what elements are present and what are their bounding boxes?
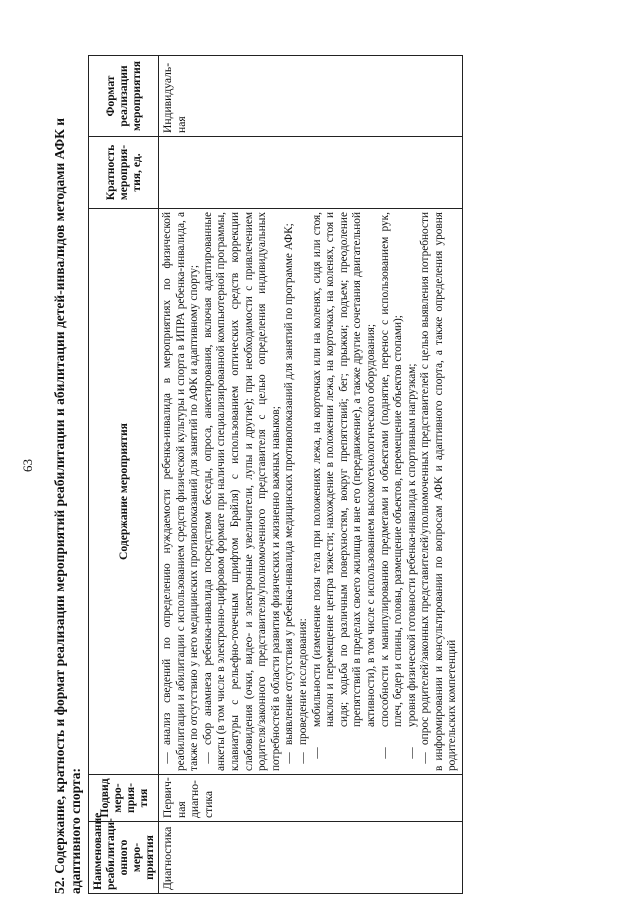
header-measure-multiplicity: Кратность мероприя-тия, ед. — [89, 137, 159, 209]
list-item-text: мобильности (изменение позы тела при положениях лежа, на корточках или на коленях, сидя или стоя, наклон и перемещение центра тяжести; нахождение в положении лежа, на корточках, на коленях, стоя и сидя; ходьба по различным поверхностям, вокруг препятствий; бег; прыжки; подъем; преодоление препятствий в пределах своего жилища и вне его (передвижение), а также другие сочетания двигательной активности), в том числе с использованием высокотехнологического оборудования; — [310, 212, 377, 727]
list-dash: — — [405, 747, 418, 759]
list-item — [379, 212, 406, 771]
list-item-text: проведение исследования: — [296, 618, 309, 745]
list-item-text: способности к манипулированию предметами и объектами (поднятие, перенос с использованием рук, плеч, бедер и спины, головы, размещение объектов, перемещение объектов стопами); — [378, 212, 405, 727]
cell-measure-format: Индивидуаль-ная — [159, 56, 463, 137]
list-dash: — — [283, 752, 296, 764]
section-heading: 52. Содержание, кратность и формат реализации мероприятий реабилитации и абилитации детей-инвалидов методами АФК и адаптивного спорта: — [52, 117, 83, 894]
list-item — [406, 212, 420, 771]
list-item — [283, 212, 297, 771]
cell-measure-name: Диагностика — [159, 822, 463, 894]
measures-table — [88, 55, 463, 894]
cell-measure-multiplicity — [159, 137, 463, 209]
page-number: 63 — [20, 459, 35, 472]
list-dash: — — [378, 747, 391, 759]
table-row — [159, 56, 463, 894]
table-header-row — [89, 56, 159, 894]
list-item — [297, 212, 311, 771]
list-item — [311, 212, 379, 771]
list-item-text: анализ сведений по определению нуждаемости ребенка-инвалида в мероприятиях по физической реабилитации и абилитации с использованием средств физической культуры и спорта в ИПРА ребенка-инвалида, а также по отсутствию у него медицинских противопоказаний для занятий по АФК и адаптивному спорту; — [161, 212, 201, 771]
list-dash: — — [201, 752, 214, 764]
list-dash: — — [419, 752, 432, 764]
list-item — [202, 212, 284, 771]
list-item-text: сбор анамнеза ребенка-инвалида посредством беседы, опроса, анкетирования, включая адаптированные анкеты (в том числе в электронно-цифровом формате при наличии специализированной компьютерной программы, клавиатуры с рельефно-точечным шрифтом Брайля) с использованием оптических средств коррекции слабовидения (очки, видео- и электронные увеличители, лупы и другие); при необходимости с привлечением родителя/законного представителя/уполномоченного представителя с целью определения индивидуальных потребностей в области развития физических и жизненно важных навыков; — [201, 212, 282, 771]
cell-measure-subtype: Первич-ная диагно-стика — [159, 775, 463, 822]
header-measure-name: Наименование реабилитаци-онного меро-приятия — [89, 822, 159, 894]
header-measure-format: Формат реализации мероприятия — [89, 56, 159, 137]
list-dash: — — [296, 752, 309, 764]
content-list — [161, 212, 460, 771]
cell-measure-content — [159, 209, 463, 775]
list-dash: — — [161, 752, 173, 764]
list-item-text: уровня физической готовности ребенка-инвалида к спортивным нагрузкам; — [405, 363, 418, 727]
header-measure-content: Содержание мероприятия — [89, 209, 159, 775]
list-item-text: выявление отсутствия у ребенка-инвалида медицинских противопоказаний для занятий по программе АФК; — [283, 223, 296, 745]
list-dash: — — [310, 747, 323, 759]
list-item-text: опрос родителей/законных представителей/уполномоченных представителей с целью выявления потребности в информировании и консультировании по вопросам АФК и адаптивного спорта, а также определения уровня родительских компетенций — [419, 212, 459, 771]
header-measure-subtype: Подвид меро-прия-тия — [89, 775, 159, 822]
list-item — [161, 212, 202, 771]
list-item — [419, 212, 460, 771]
